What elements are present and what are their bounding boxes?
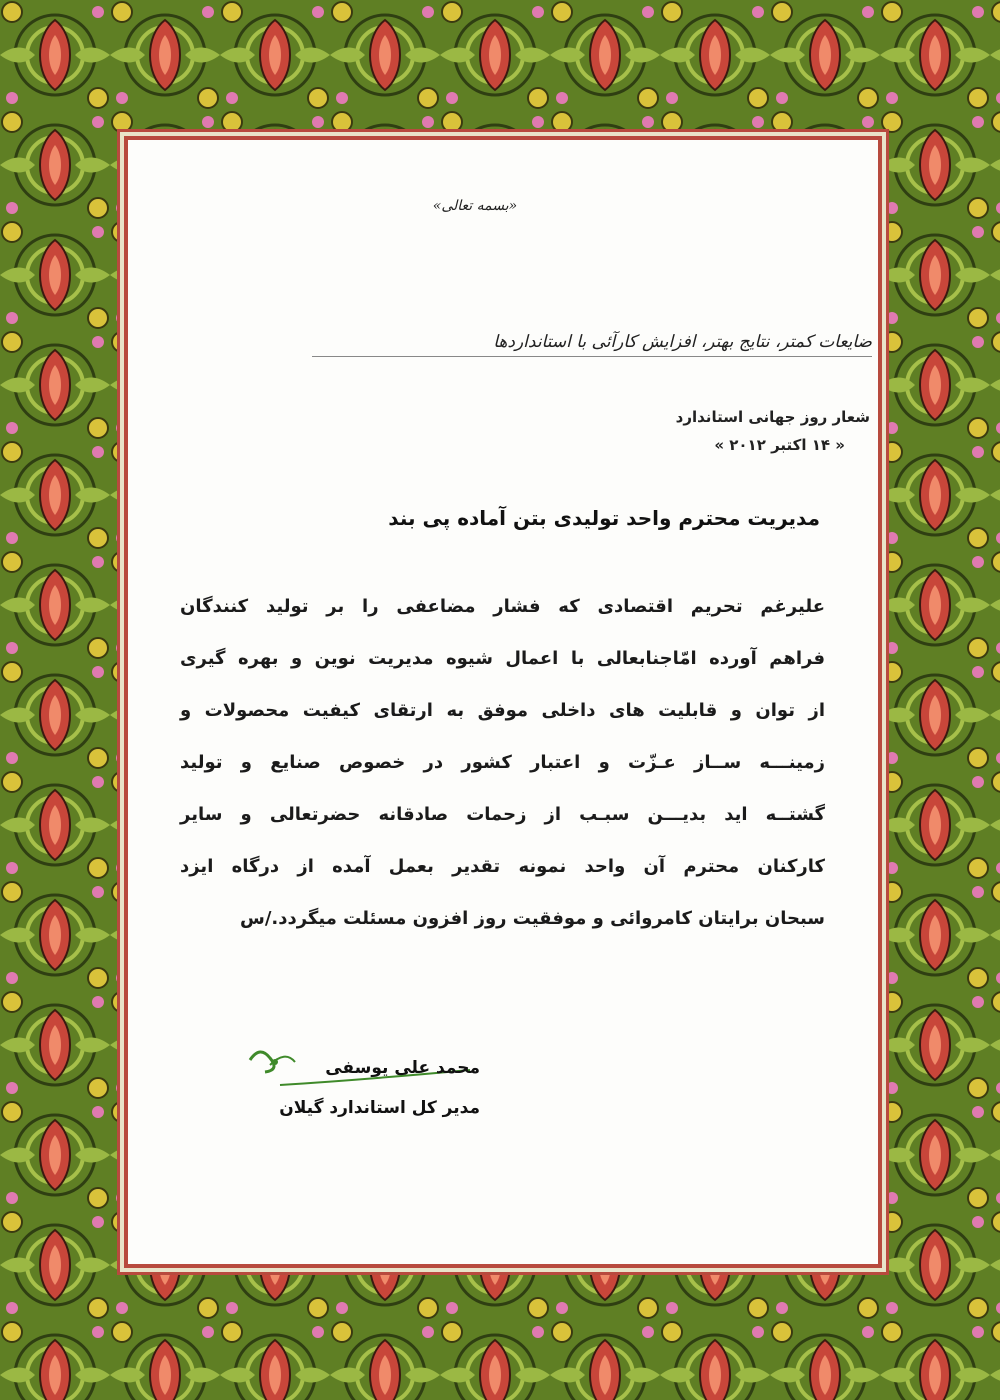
- body-line: علیرغم تحریم اقتصادی که فشار مضاعفی را بر تولید کنندگان: [180, 596, 825, 617]
- body-line: سبحان برایتان کامروائی و موفقیت روز افزون مسئلت میگردد./س: [240, 908, 825, 929]
- body-line: زمینـــه ســاز عـزّت و اعتبار کشور در خصوص صنایع و تولید: [180, 752, 825, 773]
- letter-body: [180, 592, 825, 956]
- slogan-date: « ۱۴ اکتبر ۲۰۱۲ »: [714, 436, 845, 454]
- body-line: از توان و قابلیت های داخلی موفق به ارتقای کیفیت محصولات و: [180, 700, 825, 721]
- signatory-title: مدیر کل استاندارد گیلان: [279, 1098, 480, 1118]
- body-line: گشتــه اید بدیـــن سبـب از زحمات صادقانه حضرتعالی و سایر: [180, 804, 825, 825]
- recipient-heading: مدیریت محترم واحد تولیدی بتن آماده پی بند: [388, 506, 820, 530]
- invocation-text: «بسمه تعالی»: [432, 198, 518, 214]
- signatory-name: محمد علی یوسفی: [325, 1058, 480, 1078]
- slogan-caption: شعار روز جهانی استاندارد: [675, 408, 870, 426]
- slogan-text: ضایعات کمتر، نتایج بهتر، افزایش کارآئی با استانداردها: [312, 332, 872, 357]
- body-line: کارکنان محترم آن واحد نمونه تقدیر بعمل آمده از درگاه ایزد: [180, 856, 825, 877]
- body-line: فراهم آورده امّاجنابعالی با اعمال شیوه مدیریت نوین و بهره گیری: [180, 648, 825, 669]
